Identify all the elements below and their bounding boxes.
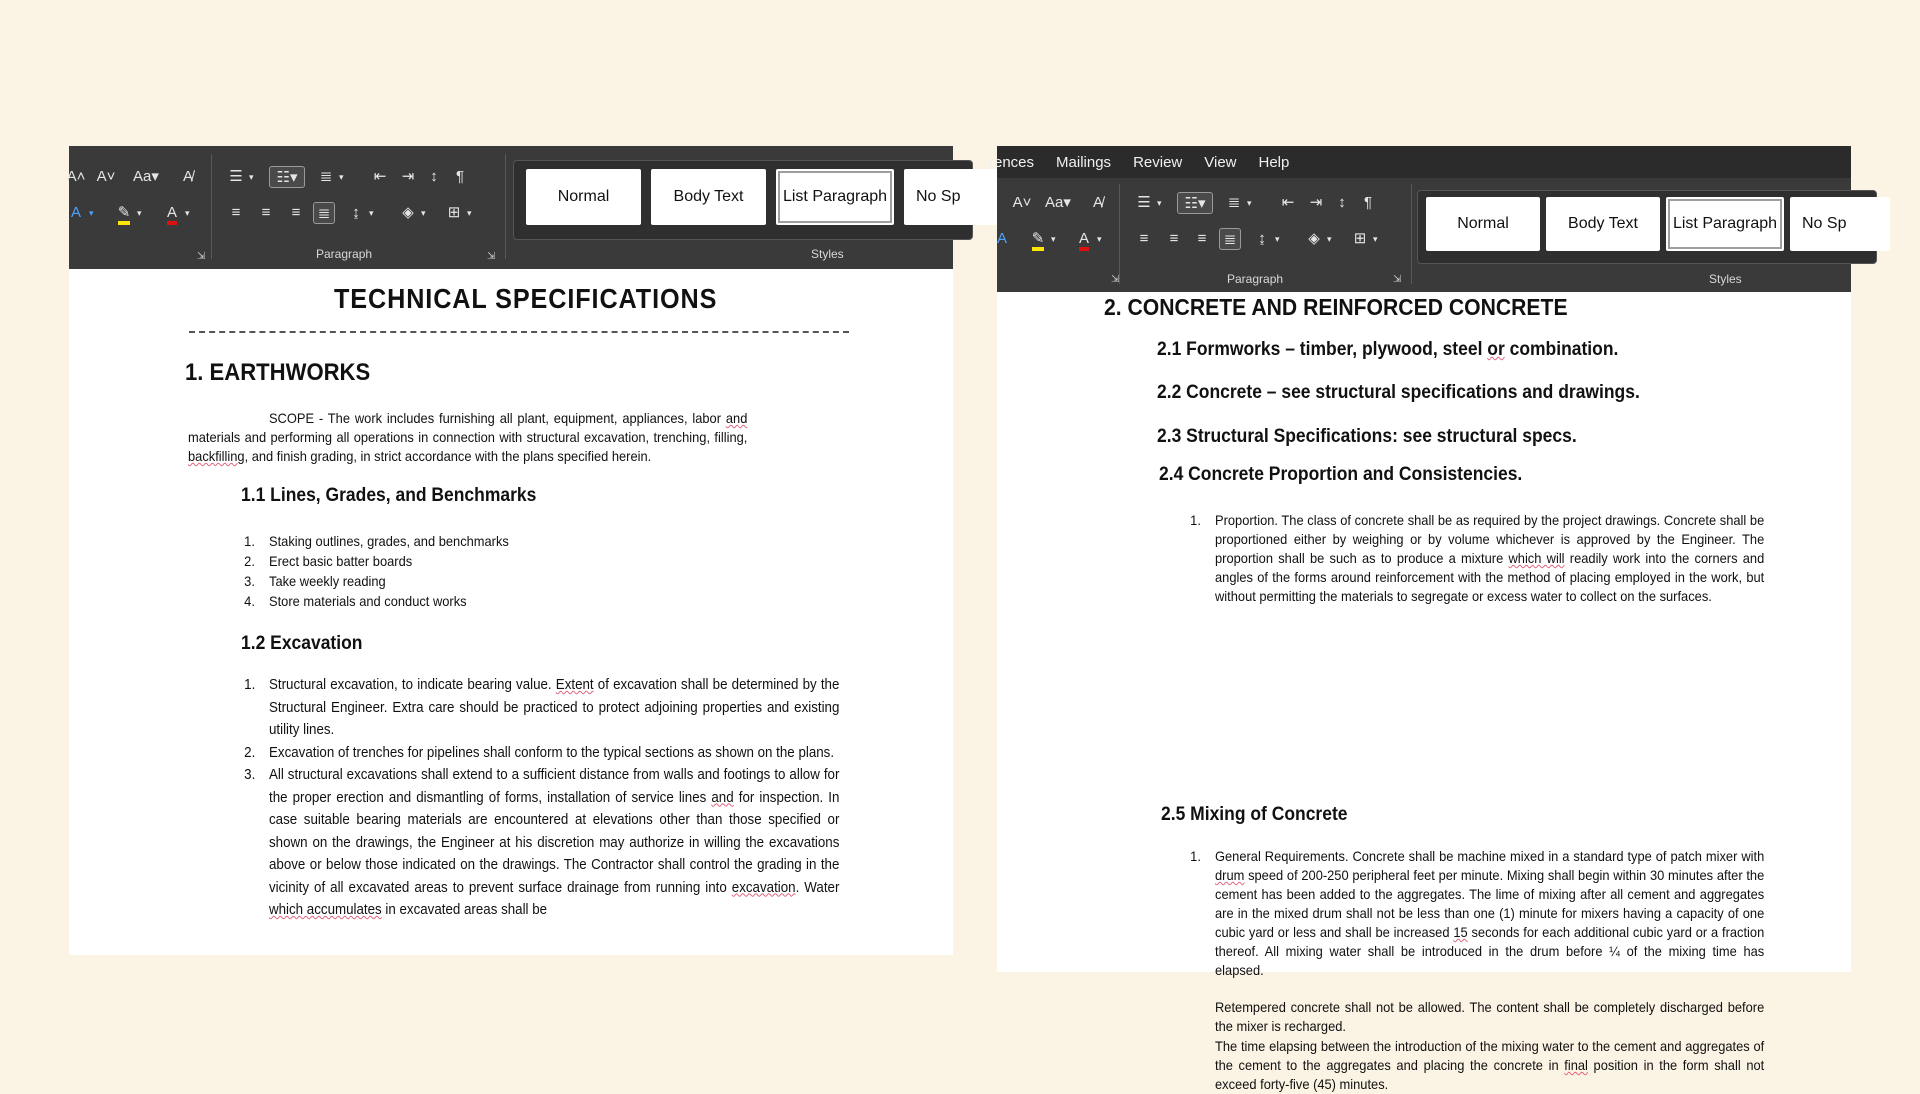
styles-gallery <box>513 160 973 240</box>
font-dialog-launcher-icon[interactable]: ⇲ <box>197 251 206 262</box>
align-right-icon[interactable]: ≡ <box>1197 230 1207 247</box>
heading-earthworks: 1. EARTHWORKS <box>185 359 371 386</box>
style-no-spacing[interactable]: No Sp <box>904 169 1004 225</box>
pilcrow-icon[interactable]: ¶ <box>1363 194 1373 211</box>
justify-icon[interactable]: ≣ <box>1219 228 1241 250</box>
heading-mixing: 2.5 Mixing of Concrete <box>1161 804 1348 825</box>
paragraph-dialog-launcher-icon[interactable]: ⇲ <box>487 251 496 262</box>
list-item: 1. Proportion. The class of concrete shall be as required by the project drawings. Concrete shall be proportioned either by weighing or by volume whichever is approved by the Engineer. The proportion shall be such as to produce a mixture which will readily work into the corners and angles of the forms around reinforcement with the method of placing employed in the work, but without permitting the materials to segregate or excess water to collect on the surfaces. <box>1190 512 1765 604</box>
decrease-indent-icon[interactable]: ⇤ <box>1281 194 1295 211</box>
paragraph-dialog-launcher-icon[interactable]: ⇲ <box>1393 274 1402 285</box>
list-item: 3. Take weekly reading <box>244 573 386 589</box>
document-page[interactable] <box>69 269 953 955</box>
style-no-spacing[interactable]: No Sp <box>1790 197 1890 251</box>
tab-review[interactable]: Review <box>1133 153 1183 171</box>
align-center-icon[interactable]: ≡ <box>1169 230 1179 247</box>
title-divider <box>189 331 849 333</box>
styles-group-label: Styles <box>811 247 844 261</box>
heading-lines-grades: 1.1 Lines, Grades, and Benchmarks <box>241 485 537 506</box>
multilevel-list-icon[interactable]: ≣ ▾ <box>1227 194 1252 211</box>
list-item: 1. Structural excavation, to indicate bearing value. Extent of excavation shall be determined by the Structural Engineer. Extra care should be practiced to protect adjoining properties and existing utility lines. <box>244 677 840 738</box>
list-item: 2. Erect basic batter boards <box>244 553 413 569</box>
align-center-icon[interactable]: ≡ <box>261 204 271 221</box>
ribbon <box>66 146 961 269</box>
list-item: 2. Excavation of trenches for pipelines shall conform to the typical sections as shown on the plans. <box>244 744 835 761</box>
borders-icon[interactable]: ⊞ ▾ <box>1353 230 1378 247</box>
heading-excavation: 1.2 Excavation <box>241 633 363 654</box>
clear-formatting-icon[interactable]: A̸ <box>1092 194 1103 211</box>
highlight-color-icon[interactable]: ✎ ▾ <box>113 202 135 224</box>
mixing-list <box>1190 847 1765 980</box>
heading-concrete-specs: 2.2 Concrete – see structural specifications and drawings. <box>1157 382 1640 403</box>
scope-paragraph: SCOPE - The work includes furnishing all plant, equipment, appliances, labor and materials and performing all operations in connection with structural excavation, trenching, filling, backfilling, and finish grading, in strict accordance with the plans specified herein. <box>188 410 748 464</box>
styles-gallery <box>1417 190 1877 264</box>
paragraph-group-label: Paragraph <box>1227 272 1284 286</box>
tab-view[interactable]: View <box>1204 153 1237 171</box>
style-normal[interactable]: Normal <box>1426 197 1540 251</box>
heading-formworks: 2.1 Formworks – timber, plywood, steel or combination. <box>1157 339 1619 360</box>
style-list-paragraph[interactable]: List Paragraph <box>1666 197 1784 251</box>
document-title: TECHNICAL SPECIFICATIONS <box>334 283 718 314</box>
shrink-font-icon[interactable]: A˅ <box>96 168 116 185</box>
shading-icon[interactable]: ◈ ▾ <box>1308 230 1332 247</box>
benchmarks-list <box>244 531 545 611</box>
line-spacing-icon[interactable]: ↨ ▾ <box>352 204 374 221</box>
list-item: 1. Staking outlines, grades, and benchmarks <box>244 533 509 549</box>
borders-icon[interactable]: ⊞ ▾ <box>447 204 472 221</box>
excavation-list <box>244 674 840 922</box>
ribbon <box>989 146 1851 292</box>
right-screenshot <box>989 146 1851 1092</box>
tab-references[interactable]: rences <box>989 153 1035 171</box>
multilevel-list-icon[interactable]: ≣ ▾ <box>319 168 344 185</box>
change-case-icon[interactable]: Aa▾ <box>133 168 159 185</box>
font-color-icon[interactable]: A ▾ <box>1073 228 1095 250</box>
style-body-text[interactable]: Body Text <box>1546 197 1660 251</box>
align-left-icon[interactable]: ≡ <box>1139 230 1149 247</box>
document-page[interactable] <box>997 292 1851 1092</box>
align-right-icon[interactable]: ≡ <box>291 204 301 221</box>
sort-icon[interactable]: ↕ <box>1338 194 1346 211</box>
numbering-icon[interactable]: ☷▾ <box>269 166 305 188</box>
retempered-paragraph: Retempered concrete shall not be allowed. The content shall be completely discharged before the mixer is recharged. <box>1215 999 1765 1034</box>
bullets-icon[interactable]: ☰ ▾ <box>1137 194 1162 211</box>
pilcrow-icon[interactable]: ¶ <box>455 168 465 185</box>
ribbon-tabs <box>989 146 1851 178</box>
increase-indent-icon[interactable]: ⇥ <box>1309 194 1323 211</box>
change-case-icon[interactable]: Aa▾ <box>1045 194 1071 211</box>
highlight-color-icon[interactable]: ✎ ▾ <box>1027 228 1049 250</box>
decrease-indent-icon[interactable]: ⇤ <box>373 168 387 185</box>
sort-icon[interactable]: ↕ <box>430 168 438 185</box>
heading-structural-specs: 2.3 Structural Specifications: see structural specs. <box>1157 426 1577 447</box>
shading-icon[interactable]: ◈ ▾ <box>402 204 426 221</box>
list-item: 1. General Requirements. Concrete shall be machine mixed in a standard type of patch mixer with drum speed of 200-250 peripheral feet per minute. Mixing shall begin within 30 minutes after the cement has been added to the aggregates. The lime of mixing after all cement and aggregates are in the mixed drum shall not be less than one (1) minute for mixers having a capacity of one cubic yard or less and shall be increased 15 seconds for each additional cubic yard or a fraction thereof. All mixing water shall be introduced in the drum before ¼ of the mixing time has elapsed. <box>1190 848 1765 978</box>
list-item: 4. Store materials and conduct works <box>244 593 467 609</box>
styles-group-label: Styles <box>1709 272 1742 286</box>
style-normal[interactable]: Normal <box>526 169 641 225</box>
style-body-text[interactable]: Body Text <box>651 169 766 225</box>
numbering-icon[interactable]: ☷▾ <box>1177 192 1213 214</box>
text-effects-icon[interactable]: A <box>996 230 1007 247</box>
heading-concrete: 2. CONCRETE AND REINFORCED CONCRETE <box>1104 294 1568 320</box>
proportion-list-items <box>1190 511 1765 606</box>
line-spacing-icon[interactable]: ↨ ▾ <box>1258 230 1280 247</box>
shrink-font-icon[interactable]: A˅ <box>1012 194 1032 211</box>
heading-proportion: 2.4 Concrete Proportion and Consistencies. <box>1159 464 1523 485</box>
paragraph-group-label: Paragraph <box>316 247 373 261</box>
bullets-icon[interactable]: ☰ ▾ <box>229 168 254 185</box>
tab-help[interactable]: Help <box>1258 153 1290 171</box>
font-dialog-launcher-icon[interactable]: ⇲ <box>1111 274 1120 285</box>
tab-mailings[interactable]: Mailings <box>1056 153 1112 171</box>
grow-font-icon[interactable]: A˄ <box>66 168 86 185</box>
align-left-icon[interactable]: ≡ <box>231 204 241 221</box>
clear-formatting-icon[interactable]: A̸ <box>182 168 193 185</box>
style-list-paragraph[interactable]: List Paragraph <box>776 169 894 225</box>
increase-indent-icon[interactable]: ⇥ <box>401 168 415 185</box>
list-item: 3. All structural excavations shall extend to a sufficient distance from walls and footings to allow for the proper erection and dismantling of forms, installation of service lines and for inspection. In case suitable bearing materials are encountered at elevations other than those specified or shown on the drawings, the Engineer at his discretion may authorize in willing the excavations above or below those indicated on the drawings. The Contractor shall control the grading in the vicinity of all excavated areas to prevent surface drainage from running into excavation. Water which accumulates in excavated areas shall be <box>244 767 840 918</box>
left-screenshot <box>66 146 961 955</box>
font-color-icon[interactable]: A ▾ <box>161 202 183 224</box>
time-elapsing-paragraph: The time elapsing between the introduction of the mixing water to the cement and aggregates of the cement to the aggregates and placing the concrete in final position in the form shall not exceed forty-five (45) minutes. <box>1215 1038 1765 1092</box>
justify-icon[interactable]: ≣ <box>313 202 335 224</box>
text-effects-icon[interactable]: A ▾ <box>70 204 94 221</box>
